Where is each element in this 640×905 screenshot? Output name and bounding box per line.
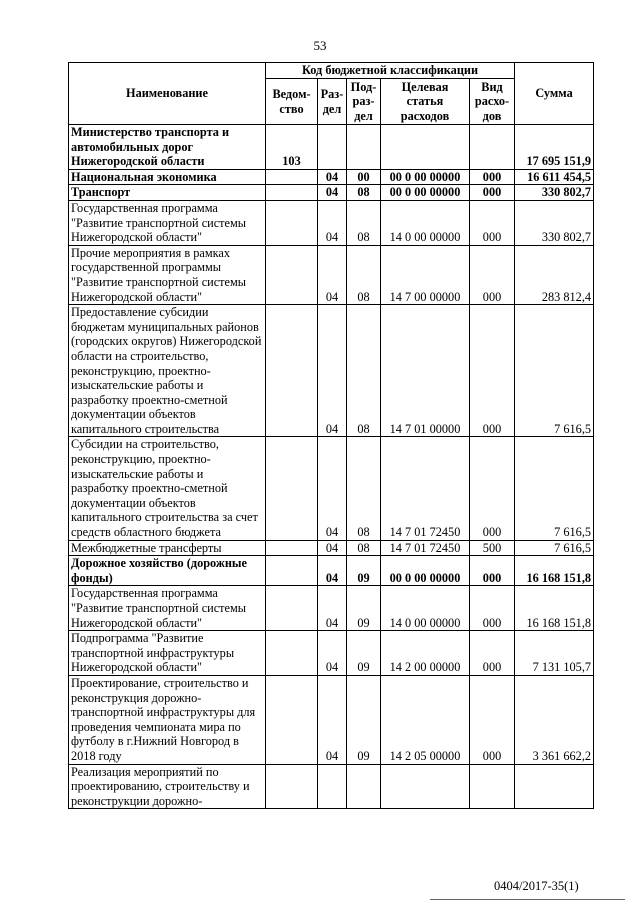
row-name: Дорожное хозяйство (дорожные фонды) [69, 556, 266, 586]
table-body [69, 125, 594, 809]
table-row [69, 764, 594, 809]
row-vid [470, 764, 515, 809]
row-target: 00 0 00 00000 [381, 169, 470, 185]
table-row [69, 540, 594, 556]
row-vid: 000 [470, 556, 515, 586]
row-vedomstvo [266, 305, 318, 437]
row-razdel: 04 [318, 437, 347, 540]
row-target: 14 7 01 72450 [381, 437, 470, 540]
row-razdel: 04 [318, 540, 347, 556]
table-row [69, 185, 594, 201]
row-razdel [318, 764, 347, 809]
row-sum: 16 168 151,8 [515, 556, 594, 586]
row-name: Государственная программа "Развитие транспортной системы Нижегородской области" [69, 586, 266, 631]
row-vid: 000 [470, 169, 515, 185]
table-row [69, 125, 594, 170]
row-sum: 16 168 151,8 [515, 586, 594, 631]
row-vedomstvo: 103 [266, 125, 318, 170]
row-podrazdel: 09 [347, 675, 381, 764]
row-podrazdel: 09 [347, 586, 381, 631]
table-row [69, 556, 594, 586]
row-name: Министерство транспорта и автомобильных дорог Нижегородской области [69, 125, 266, 170]
row-razdel: 04 [318, 586, 347, 631]
row-vid: 000 [470, 631, 515, 676]
row-target [381, 764, 470, 809]
row-vedomstvo [266, 631, 318, 676]
row-vedomstvo [266, 185, 318, 201]
row-name: Национальная экономика [69, 169, 266, 185]
row-razdel: 04 [318, 675, 347, 764]
header-razdel: Раз- дел [318, 79, 347, 125]
row-target: 14 2 00 00000 [381, 631, 470, 676]
row-name: Реализация мероприятий по проектированию, строительству и реконструкции дорожно- [69, 764, 266, 809]
row-target [381, 125, 470, 170]
header-vid: Вид расхо- дов [470, 79, 515, 125]
row-razdel: 04 [318, 556, 347, 586]
row-target: 14 0 00 00000 [381, 200, 470, 245]
row-sum: 283 812,4 [515, 245, 594, 304]
row-target: 00 0 00 00000 [381, 185, 470, 201]
row-vedomstvo [266, 540, 318, 556]
row-target: 14 7 01 72450 [381, 540, 470, 556]
row-podrazdel [347, 764, 381, 809]
page-number: 53 [313, 38, 327, 53]
row-sum: 17 695 151,9 [515, 125, 594, 170]
row-sum: 7 616,5 [515, 540, 594, 556]
budget-table [68, 62, 594, 809]
table-row [69, 675, 594, 764]
row-sum: 330 802,7 [515, 185, 594, 201]
row-sum: 330 802,7 [515, 200, 594, 245]
row-target: 14 0 00 00000 [381, 586, 470, 631]
row-vid: 000 [470, 437, 515, 540]
row-vedomstvo [266, 437, 318, 540]
row-razdel: 04 [318, 305, 347, 437]
row-vid: 500 [470, 540, 515, 556]
row-vedomstvo [266, 586, 318, 631]
row-razdel: 04 [318, 631, 347, 676]
row-podrazdel: 09 [347, 556, 381, 586]
row-name: Прочие мероприятия в рамках государственной программы "Развитие транспортной системы Нижегородской области" [69, 245, 266, 304]
row-target: 14 7 00 00000 [381, 245, 470, 304]
row-razdel [318, 125, 347, 170]
row-name: Подпрограмма "Развитие транспортной инфраструктуры Нижегородской области" [69, 631, 266, 676]
row-name: Межбюджетные трансферты [69, 540, 266, 556]
document-code: 0404/2017-35(1) [494, 879, 579, 893]
row-vid: 000 [470, 675, 515, 764]
row-target: 14 2 05 00000 [381, 675, 470, 764]
table-row [69, 631, 594, 676]
row-podrazdel: 08 [347, 200, 381, 245]
row-razdel: 04 [318, 169, 347, 185]
row-podrazdel: 08 [347, 185, 381, 201]
row-target: 14 7 01 00000 [381, 305, 470, 437]
row-name: Государственная программа "Развитие транспортной системы Нижегородской области" [69, 200, 266, 245]
table-row [69, 437, 594, 540]
scan-line [430, 899, 625, 900]
row-podrazdel: 08 [347, 245, 381, 304]
row-sum: 7 616,5 [515, 305, 594, 437]
row-razdel: 04 [318, 185, 347, 201]
row-vedomstvo [266, 245, 318, 304]
row-name: Субсидии на строительство, реконструкцию, проектно-изыскательские работы и разработку проектно-сметной документации объектов капитального строительства за счет средств областного бюджета [69, 437, 266, 540]
row-sum [515, 764, 594, 809]
row-vid: 000 [470, 245, 515, 304]
row-vedomstvo [266, 200, 318, 245]
row-podrazdel: 09 [347, 631, 381, 676]
row-vedomstvo [266, 169, 318, 185]
row-podrazdel: 00 [347, 169, 381, 185]
row-sum: 3 361 662,2 [515, 675, 594, 764]
header-code-group: Код бюджетной классификации [266, 63, 515, 79]
table-row [69, 245, 594, 304]
row-podrazdel: 08 [347, 437, 381, 540]
row-vid: 000 [470, 305, 515, 437]
row-vid: 000 [470, 200, 515, 245]
row-vedomstvo [266, 556, 318, 586]
row-podrazdel: 08 [347, 540, 381, 556]
row-target: 00 0 00 00000 [381, 556, 470, 586]
header-target: Целевая статья расходов [381, 79, 470, 125]
row-vedomstvo [266, 675, 318, 764]
table-row [69, 200, 594, 245]
row-sum: 7 131 105,7 [515, 631, 594, 676]
row-sum: 7 616,5 [515, 437, 594, 540]
row-podrazdel [347, 125, 381, 170]
row-name: Транспорт [69, 185, 266, 201]
row-vedomstvo [266, 764, 318, 809]
row-vid: 000 [470, 586, 515, 631]
table-row [69, 305, 594, 437]
table-row [69, 169, 594, 185]
row-vid [470, 125, 515, 170]
row-razdel: 04 [318, 245, 347, 304]
table-row [69, 586, 594, 631]
row-sum: 16 611 454,5 [515, 169, 594, 185]
row-podrazdel: 08 [347, 305, 381, 437]
header-sum: Сумма [515, 63, 594, 125]
row-razdel: 04 [318, 200, 347, 245]
header-podrazdel: Под- раз- дел [347, 79, 381, 125]
row-name: Проектирование, строительство и реконструкция дорожно-транспортной инфраструктуры для проведения чемпионата мира по футболу в г.Нижний Новгород в 2018 году [69, 675, 266, 764]
row-name: Предоставление субсидии бюджетам муниципальных районов (городских округов) Нижегородской области на строительство, реконструкцию, проектно-изыскательские работы и разработку проектно-сметной документации объектов капитального строительства [69, 305, 266, 437]
row-vid: 000 [470, 185, 515, 201]
header-vedomstvo: Ведом- ство [266, 79, 318, 125]
header-name: Наименование [69, 63, 266, 125]
